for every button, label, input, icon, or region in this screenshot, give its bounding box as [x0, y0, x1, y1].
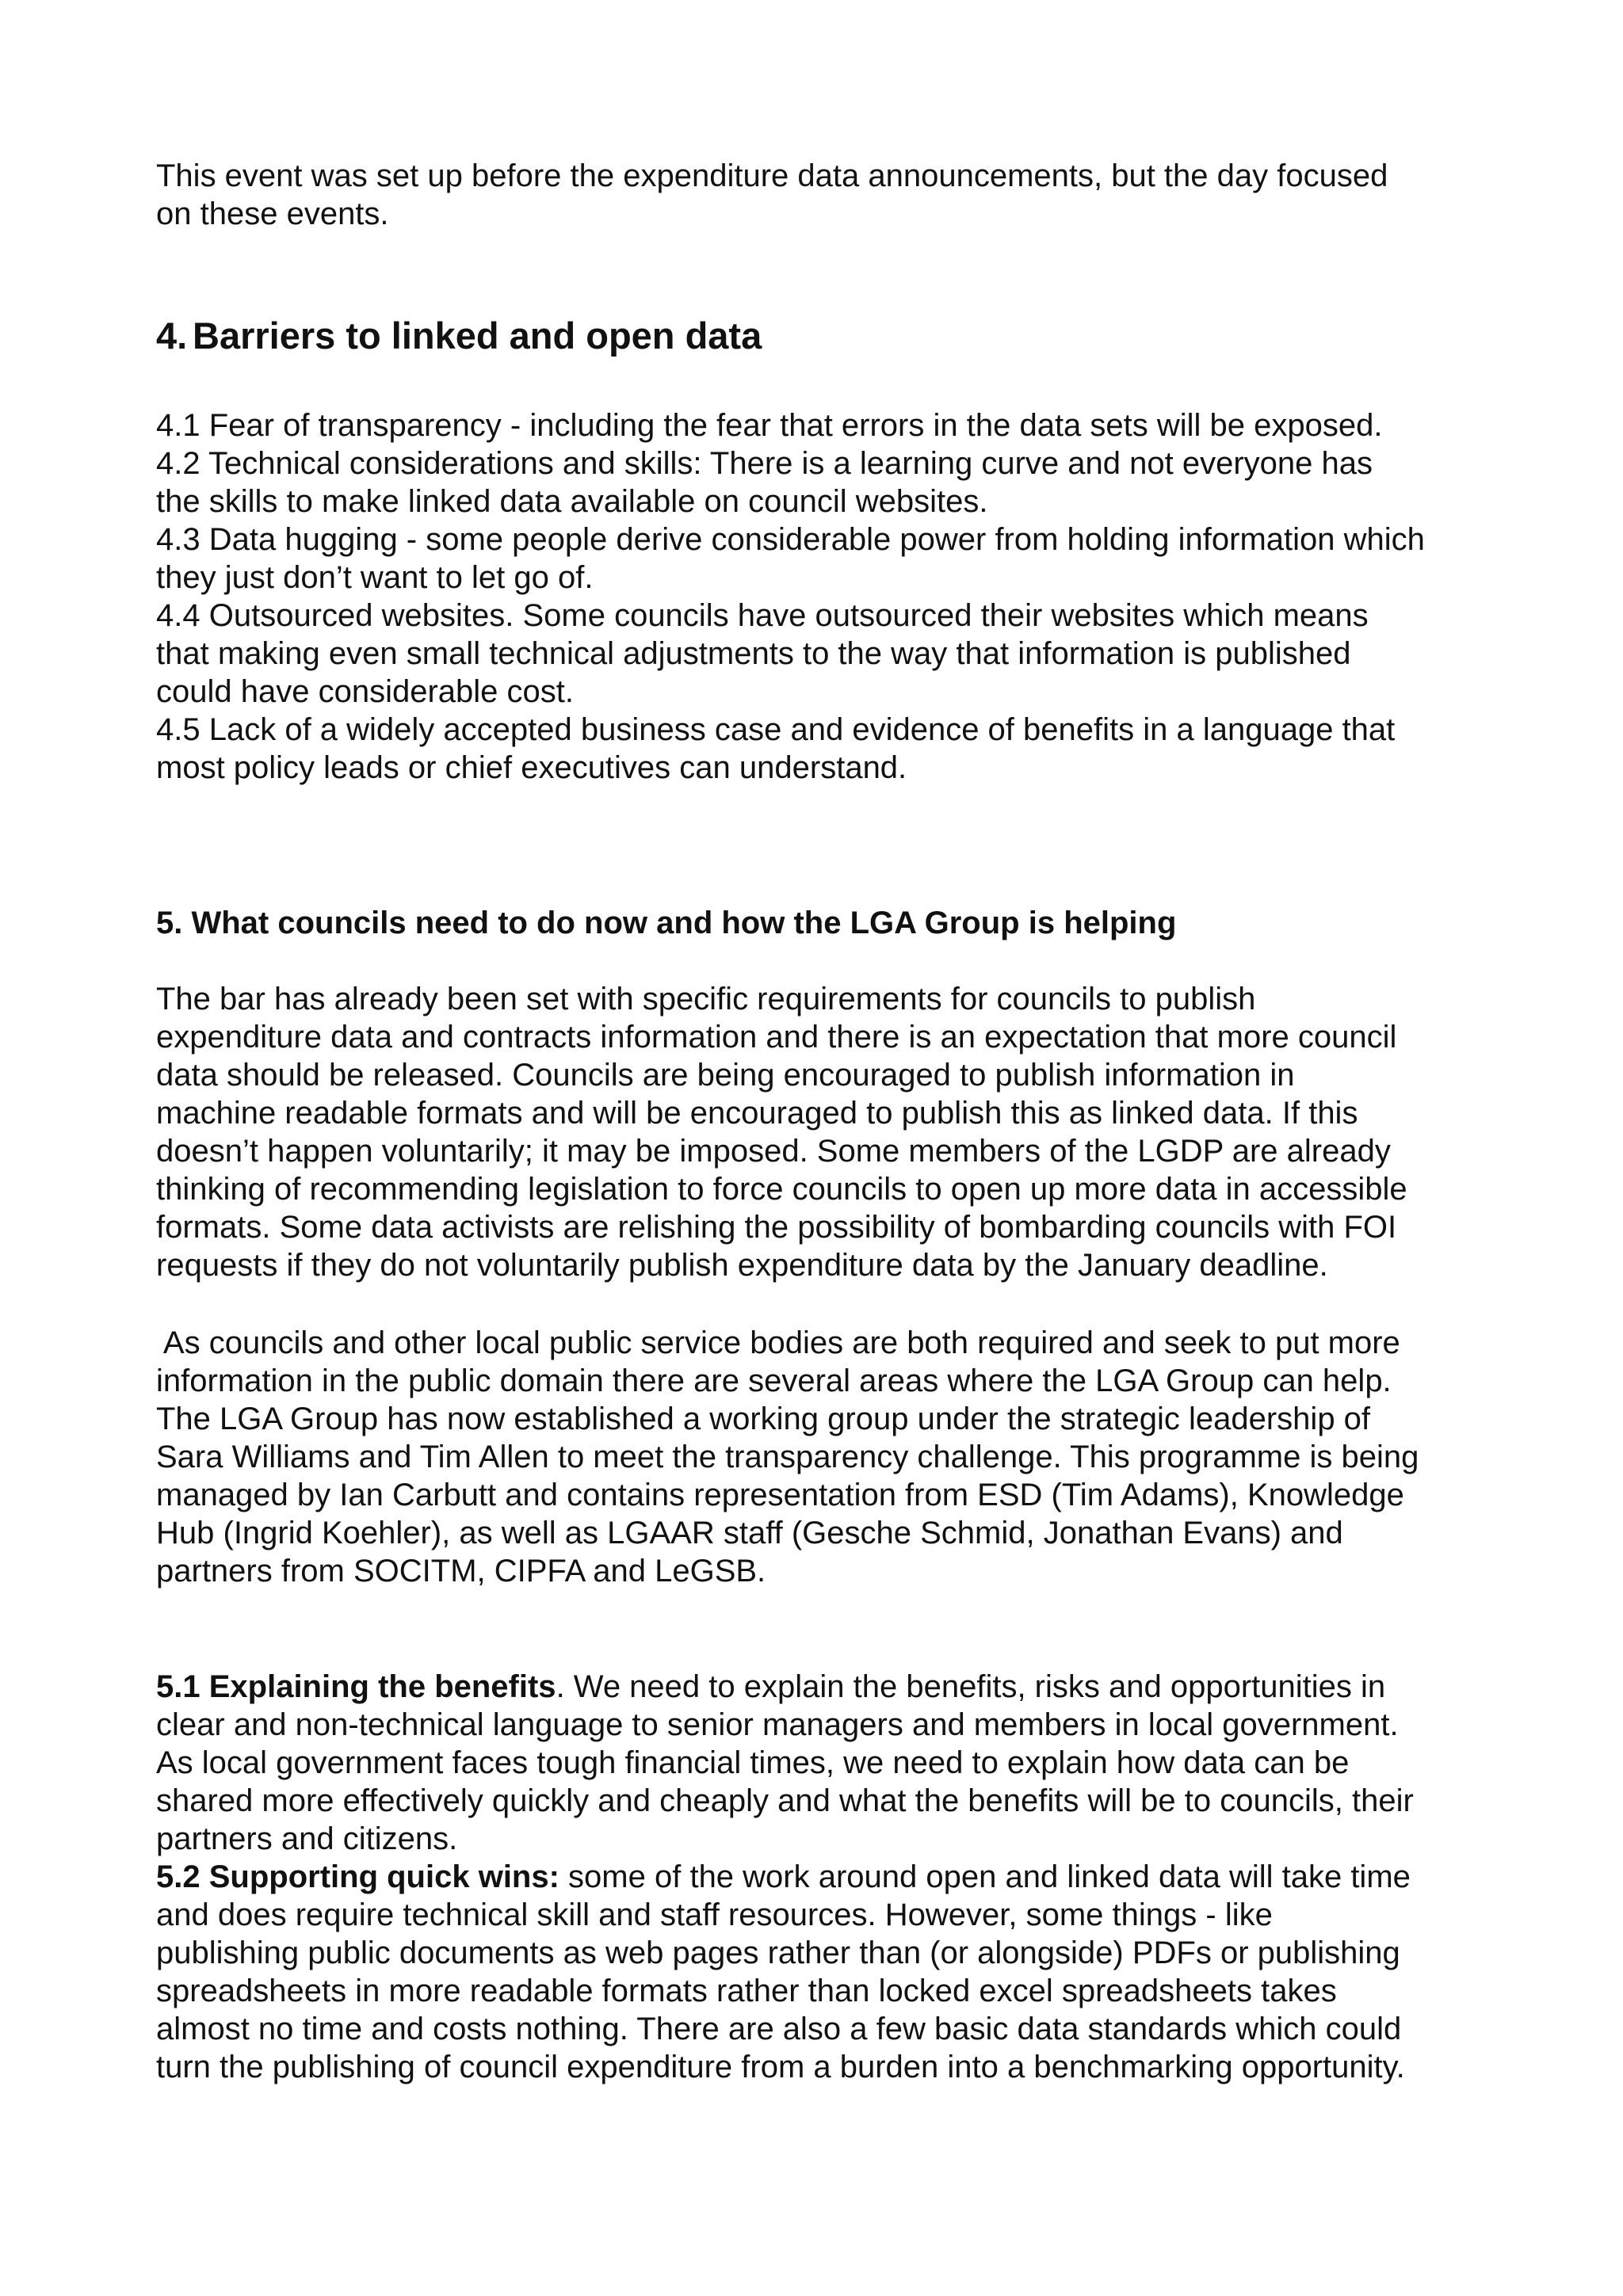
paragraph-line: and does require technical skill and staff resources. However, some things - like: [156, 1897, 1273, 1932]
paragraph-line: expenditure data and contracts information and there is an expectation that more council: [156, 1020, 1397, 1055]
section-4-number: 4.: [156, 315, 188, 357]
section-4-body: [156, 406, 1503, 787]
subsection-5-2-first-line: [156, 1858, 1503, 1896]
paragraph-line: partners from SOCITM, CIPFA and LeGSB.: [156, 1554, 766, 1589]
section-4-line: the skills to make linked data available on council websites.: [156, 484, 988, 519]
subsection-5-1-heading: 5.1 Explaining the benefits: [156, 1669, 556, 1704]
paragraph-line: requests if they do not voluntarily publish expenditure data by the January deadline.: [156, 1248, 1328, 1283]
paragraph-line: As local government faces tough financial times, we need to explain how data can be: [156, 1745, 1350, 1780]
paragraph-line: data should be released. Councils are being encouraged to publish information in: [156, 1058, 1295, 1093]
section-5-paragraph-2: [156, 1324, 1503, 1590]
section-4-line: most policy leads or chief executives can understand.: [156, 750, 907, 785]
paragraph-line: The LGA Group has now established a working group under the strategic leadership of: [156, 1402, 1371, 1436]
section-5-subsections: [156, 1668, 1503, 2086]
section-4-line: 4.2 Technical considerations and skills: There is a learning curve and not everyone has: [156, 446, 1373, 481]
paragraph-line: managed by Ian Carbutt and contains representation from ESD (Tim Adams), Knowledge: [156, 1478, 1404, 1512]
paragraph-line: shared more effectively quickly and cheaply and what the benefits will be to councils, their: [156, 1783, 1414, 1818]
section-4-line: could have considerable cost.: [156, 674, 574, 709]
paragraph-line: information in the public domain there are several areas where the LGA Group can help.: [156, 1363, 1392, 1398]
paragraph-line: partners and citizens.: [156, 1821, 458, 1856]
section-4-line: 4.1 Fear of transparency - including the fear that errors in the data sets will be exposed.: [156, 408, 1383, 443]
section-5-paragraph-1: [156, 980, 1503, 1284]
subsection-5-2-first-text: some of the work around open and linked data will take time: [559, 1859, 1411, 1894]
paragraph-line: Hub (Ingrid Koehler), as well as LGAAR staff (Gesche Schmid, Jonathan Evans) and: [156, 1516, 1343, 1550]
section-4-heading: [156, 314, 1503, 358]
subsection-5-1-first-text: . We need to explain the benefits, risks and opportunities in: [556, 1669, 1386, 1704]
paragraph-line: turn the publishing of council expenditure from a burden into a benchmarking opportunity.: [156, 2050, 1405, 2084]
section-4-line: 4.3 Data hugging - some people derive considerable power from holding information which: [156, 522, 1425, 557]
paragraph-line: machine readable formats and will be encouraged to publish this as linked data. If this: [156, 1096, 1358, 1131]
paragraph-line: doesn’t happen voluntarily; it may be imposed. Some members of the LGDP are already: [156, 1134, 1391, 1169]
section-4-line: they just don’t want to let go of.: [156, 560, 594, 595]
subsection-5-1-first-line: [156, 1668, 1503, 1706]
section-5-heading: [156, 904, 1503, 942]
section-4-line: 4.5 Lack of a widely accepted business case and evidence of benefits in a language that: [156, 712, 1396, 747]
section-4-line: 4.4 Outsourced websites. Some councils have outsourced their websites which means: [156, 598, 1369, 633]
section-5-title: 5. What councils need to do now and how the LGA Group is helping: [156, 906, 1177, 940]
paragraph-line: Sara Williams and Tim Allen to meet the transparency challenge. This programme is being: [156, 1440, 1419, 1474]
paragraph-line: The bar has already been set with specific requirements for councils to publish: [156, 982, 1256, 1016]
subsection-5-2-heading: 5.2 Supporting quick wins:: [156, 1859, 559, 1894]
paragraph-line: clear and non-technical language to senior managers and members in local government.: [156, 1707, 1399, 1742]
intro-paragraph: [156, 157, 1503, 233]
paragraph-line: thinking of recommending legislation to force councils to open up more data in accessible: [156, 1172, 1407, 1207]
paragraph-line: formats. Some data activists are relishing the possibility of bombarding councils with FOI: [156, 1210, 1397, 1245]
paragraph-line: As councils and other local public service bodies are both required and seek to put more: [156, 1325, 1400, 1360]
paragraph-line: publishing public documents as web pages rather than (or alongside) PDFs or publishing: [156, 1936, 1400, 1970]
intro-line: on these events.: [156, 196, 389, 231]
paragraph-line: almost no time and costs nothing. There are also a few basic data standards which could: [156, 2012, 1402, 2046]
section-4-title: Barriers to linked and open data: [193, 315, 762, 357]
intro-line: This event was set up before the expenditure data announcements, but the day focused: [156, 158, 1388, 193]
paragraph-line: spreadsheets in more readable formats rather than locked excel spreadsheets takes: [156, 1974, 1337, 2008]
section-4-line: that making even small technical adjustments to the way that information is published: [156, 636, 1351, 671]
